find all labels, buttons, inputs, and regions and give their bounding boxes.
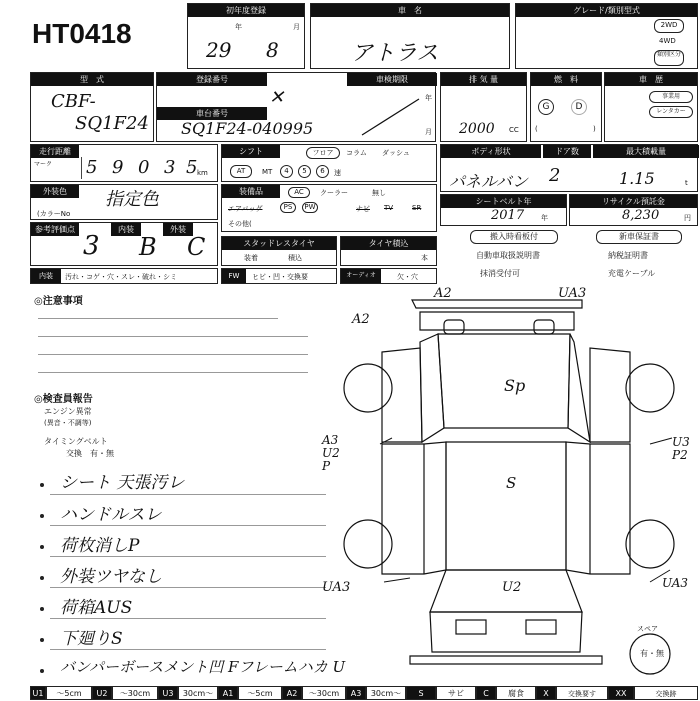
fw-options: ヒビ・凹・交換要 bbox=[252, 273, 308, 281]
legend-key: A1 bbox=[218, 686, 238, 700]
audio-options: 欠・穴 bbox=[397, 273, 418, 281]
insp-month-unit: 月 bbox=[425, 128, 432, 136]
tail-right bbox=[526, 620, 556, 634]
tail-left bbox=[456, 620, 486, 634]
color-label: 外装色 bbox=[31, 185, 79, 198]
note-item: 荷箱AUS bbox=[60, 598, 133, 618]
first-reg-year: 29 bbox=[206, 38, 232, 62]
damage-label: U2 bbox=[502, 580, 522, 595]
legend-key: X bbox=[536, 686, 556, 700]
first-reg-box bbox=[187, 3, 305, 69]
equip-pw: PW bbox=[302, 202, 318, 213]
note-item: 外装ツヤなし bbox=[60, 567, 162, 587]
displacement-value: 2000 bbox=[459, 121, 495, 137]
legend-value: 交換跡 bbox=[634, 686, 698, 700]
damage-label: UA3 bbox=[558, 286, 587, 301]
note-item: 荷枚消しP bbox=[60, 536, 140, 556]
equip-ps: PS bbox=[280, 202, 296, 213]
legend-key: A3 bbox=[346, 686, 366, 700]
studless-label: スタッドレスタイヤ bbox=[222, 237, 336, 250]
gear-6: 6 bbox=[316, 165, 329, 178]
equip-navi: ナビ bbox=[356, 205, 370, 213]
legend-key: XX bbox=[608, 686, 634, 700]
shift-column: コラム bbox=[346, 149, 367, 157]
damage-label: U3 P2 bbox=[672, 435, 690, 462]
color-value: 指定色 bbox=[105, 189, 159, 210]
door-left bbox=[382, 348, 422, 442]
legend-key: U2 bbox=[92, 686, 112, 700]
color-no: (カラーNo bbox=[37, 210, 71, 218]
reg-no-mark: ✕ bbox=[269, 87, 285, 108]
timing-label: タイミングベルト bbox=[44, 437, 108, 446]
doc-cancel: 抹消受付可 bbox=[480, 269, 520, 278]
capacity-unit: t bbox=[685, 179, 688, 187]
grade-eval-box bbox=[30, 222, 218, 266]
damage-label: A2 bbox=[434, 286, 452, 301]
stud-installed: 装着 bbox=[244, 254, 258, 262]
equip-cooler: クーラー bbox=[320, 189, 348, 197]
shift-floor: フロア bbox=[306, 147, 340, 159]
cargo-roof bbox=[446, 442, 566, 570]
drive-4wd: 4WD bbox=[659, 37, 676, 45]
cc-unit: CC bbox=[509, 126, 519, 134]
legend-value: ～30cm bbox=[112, 686, 158, 700]
door-right bbox=[590, 348, 630, 442]
dirt-label: 内装 bbox=[31, 269, 61, 283]
fw-label: FW bbox=[222, 269, 246, 283]
equip-airbag: エアバッグ bbox=[228, 205, 263, 213]
legend-value: 30cm～ bbox=[366, 686, 406, 700]
first-reg-label: 初年度登録 bbox=[188, 4, 304, 17]
legend-key: S bbox=[406, 686, 436, 700]
capacity-value: 1.15 bbox=[619, 169, 655, 188]
rear-panel bbox=[430, 612, 582, 652]
shift-speed: 速 bbox=[334, 169, 341, 177]
seatbelt-unit: 年 bbox=[541, 214, 548, 222]
equip-none: 無し bbox=[372, 189, 386, 197]
car-name-label: 車 名 bbox=[311, 4, 509, 17]
seatbelt-year: 2017 bbox=[491, 208, 525, 223]
inspector-heading: ◎検査員報告 bbox=[34, 394, 93, 405]
interior-grade: B bbox=[139, 233, 157, 261]
damage-label: UA3 bbox=[322, 580, 351, 595]
chassis-no-value: SQ1F24-040995 bbox=[181, 119, 314, 138]
spare-options: 有・無 bbox=[640, 649, 664, 658]
equip-other: その他( bbox=[228, 220, 252, 228]
reg-no-label: 登録番号 bbox=[157, 73, 267, 86]
tire-load-label: タイヤ積込 bbox=[341, 237, 436, 250]
model-label: 型 式 bbox=[31, 73, 153, 86]
history-box bbox=[604, 72, 698, 142]
score-value: 3 bbox=[83, 231, 100, 261]
equip-tv: TV bbox=[384, 204, 394, 212]
chassis-no-label: 車台番号 bbox=[157, 107, 267, 120]
legend-value: ～5cm bbox=[46, 686, 92, 700]
model-line-2: SQ1F24 bbox=[75, 113, 149, 134]
legend-value: 腐食 bbox=[496, 686, 536, 700]
car-name-box bbox=[310, 3, 510, 69]
legend-value: 30cm～ bbox=[178, 686, 218, 700]
history-label: 車 歴 bbox=[605, 73, 697, 86]
car-name-value: アトラス bbox=[351, 41, 439, 66]
tire-load-unit: 本 bbox=[421, 254, 428, 262]
mileage-digit: 9 bbox=[112, 157, 124, 178]
equip-ac: AC bbox=[288, 187, 310, 198]
recycle-unit: 円 bbox=[684, 214, 691, 222]
legend-key: A2 bbox=[282, 686, 302, 700]
history-rental: レンタカー bbox=[649, 106, 693, 118]
color-box bbox=[30, 184, 218, 220]
history-business: 事業用 bbox=[649, 91, 693, 103]
equip-sr: SR bbox=[412, 204, 422, 212]
note-item: 下廻りS bbox=[60, 629, 123, 649]
exterior-label: 外装 bbox=[163, 223, 193, 236]
month-unit: 月 bbox=[293, 23, 300, 31]
engine-label: エンジン異常 bbox=[44, 407, 92, 416]
recycle-label: リサイクル預託金 bbox=[570, 195, 697, 208]
model-box bbox=[30, 72, 154, 142]
displacement-label: 排 気 量 bbox=[441, 73, 526, 86]
note-item: シート 天張汚レ bbox=[60, 473, 185, 493]
doc-cable: 充電ケーブル bbox=[608, 269, 656, 278]
shift-label: シフト bbox=[222, 145, 280, 158]
insp-year-unit: 年 bbox=[425, 94, 432, 102]
cargo-left bbox=[382, 442, 446, 574]
legend-value: ～5cm bbox=[238, 686, 282, 700]
wheel-fr bbox=[626, 364, 674, 412]
spare-label: スペア bbox=[637, 625, 658, 633]
mileage-box bbox=[30, 144, 218, 182]
inspection-strike bbox=[357, 95, 427, 139]
mileage-digit: 3 bbox=[164, 157, 176, 178]
fuel-label: 燃 料 bbox=[531, 73, 601, 86]
doc-buttons bbox=[440, 228, 698, 282]
body-shape-label: ボディ形状 bbox=[441, 145, 541, 158]
gear-4: 4 bbox=[280, 165, 293, 178]
cab-left bbox=[420, 334, 444, 442]
first-reg-month: 8 bbox=[266, 38, 279, 62]
headlight-right bbox=[534, 320, 554, 334]
tire-load-box bbox=[340, 236, 437, 266]
note-item: ハンドルスレ bbox=[60, 505, 162, 525]
fuel-diesel: D bbox=[571, 99, 587, 115]
interior-label: 内装 bbox=[111, 223, 141, 236]
km-unit: km bbox=[197, 169, 208, 177]
front-panel bbox=[420, 312, 574, 330]
inspection-label: 車検期限 bbox=[347, 73, 437, 86]
grade-eval-label: 参考評価点 bbox=[31, 223, 79, 236]
shift-dash: ダッシュ bbox=[382, 149, 410, 157]
fuel-box: 燃 料 G D ( ) bbox=[530, 72, 602, 142]
model-line-1: CBF- bbox=[51, 91, 96, 112]
notice-heading: ◎注意事項 bbox=[34, 296, 83, 307]
wheel-rl bbox=[344, 520, 392, 568]
studless-box bbox=[221, 236, 337, 266]
doc-manual: 自動車取扱説明書 bbox=[476, 251, 540, 260]
damage-label: A3 U2 P bbox=[322, 433, 340, 473]
dirt-row bbox=[30, 268, 218, 284]
capacity-label: 最大積載量 bbox=[593, 145, 699, 158]
doc-tax: 納税証明書 bbox=[608, 251, 648, 260]
grade-label: グレード/類別型式 bbox=[516, 4, 697, 17]
legend-key: U3 bbox=[158, 686, 178, 700]
shift-at: AT bbox=[230, 165, 252, 178]
registration-box bbox=[156, 72, 436, 142]
doc-signboard: 搬入時看板付 bbox=[470, 230, 558, 244]
body-box bbox=[440, 144, 698, 192]
engine-sub: (異音・不調等) bbox=[44, 419, 92, 427]
year-unit: 年 bbox=[235, 23, 242, 31]
mileage-mark: マーク bbox=[34, 161, 53, 168]
exterior-grade: C bbox=[187, 233, 206, 261]
headlight-left bbox=[444, 320, 464, 334]
damage-label: UA3 bbox=[662, 576, 689, 590]
damage-label: S bbox=[506, 474, 517, 492]
legend-key: U1 bbox=[30, 686, 46, 700]
equipment-box bbox=[221, 184, 437, 232]
legend-value: ～30cm bbox=[302, 686, 346, 700]
stud-loaded: 積込 bbox=[288, 254, 302, 262]
mileage-digit: 0 bbox=[138, 157, 150, 178]
lot-number: HT0418 bbox=[32, 18, 132, 49]
doc-warranty: 新車保証書 bbox=[596, 230, 682, 244]
mileage-digit: 5 bbox=[186, 157, 198, 178]
seatbelt-label: シートベルト年 bbox=[441, 195, 566, 208]
body-shape-value: パネルバン bbox=[449, 172, 528, 191]
shift-mt: MT bbox=[262, 168, 273, 176]
damage-label: Sp bbox=[504, 376, 526, 395]
drive-2wd: 2WD bbox=[654, 19, 684, 33]
cargo-right bbox=[566, 442, 630, 574]
doors-label: ドア数 bbox=[543, 145, 591, 158]
legend-key: C bbox=[476, 686, 496, 700]
fuel-gasoline: G bbox=[538, 99, 554, 115]
seatbelt-box bbox=[440, 194, 567, 226]
legend-value: サビ bbox=[436, 686, 476, 700]
timing-sub: 交換 有・無 bbox=[66, 449, 114, 458]
legend-value: 交換要す bbox=[556, 686, 608, 700]
recycle-box bbox=[569, 194, 698, 226]
mileage-label: 走行距離 bbox=[31, 145, 79, 158]
mileage-digit: 5 bbox=[86, 157, 98, 178]
recycle-value: 8,230 bbox=[622, 208, 660, 223]
grade-box bbox=[515, 3, 698, 69]
rear-bumper bbox=[410, 656, 602, 664]
gear-5: 5 bbox=[298, 165, 311, 178]
wheel-rr bbox=[626, 520, 674, 568]
kind-class: 類別区分 bbox=[654, 50, 684, 66]
note-item: バンパーボースメント凹 Fフレームハカ U bbox=[60, 658, 346, 676]
cab-right bbox=[568, 334, 590, 442]
doors-value: 2 bbox=[549, 165, 561, 186]
shift-box bbox=[221, 144, 437, 182]
equipment-label: 装備品 bbox=[222, 185, 280, 198]
displacement-box bbox=[440, 72, 527, 142]
damage-label: A2 bbox=[352, 312, 370, 327]
dirt-options: 汚れ・コゲ・穴・スレ・破れ・シミ bbox=[65, 273, 177, 281]
wheel-fl bbox=[344, 364, 392, 412]
audio-label: オーディオ bbox=[341, 269, 381, 283]
front-bumper bbox=[412, 300, 582, 308]
